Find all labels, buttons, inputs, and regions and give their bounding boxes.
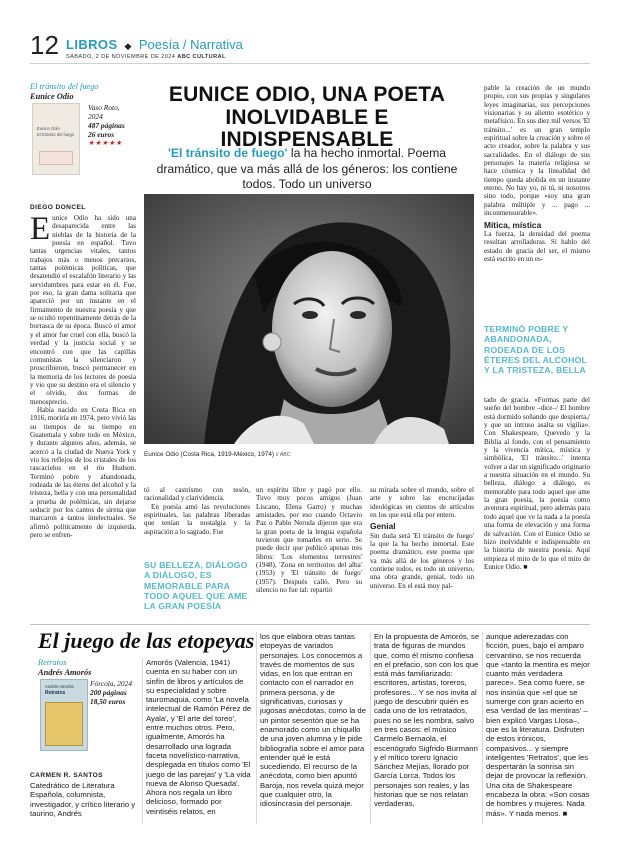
pull-quote-1: SU BELLEZA, DIÁLOGO A DIÁLOGO, ES MEMORABLE PARA TODO AQUEL QUE AME LA GRAN POESÍA [144, 560, 248, 612]
photo-caption [144, 451, 291, 458]
book-meta [88, 103, 125, 148]
article-2-column-5 [486, 632, 592, 824]
column-4-paragraph-1: su mirada sobre el mundo, sobre el arte y sobre las encrucijadas ideológicas en cientos de artículos en los que está ella por entero. [370, 486, 474, 520]
cover-2-title: Retratos [45, 690, 66, 696]
book-2-title: Retratos [38, 658, 67, 667]
book-2-cover [40, 679, 88, 751]
column-2-paragraph-2: En poesía amó las revoluciones espirituales, las palabras liberadas que tenían la nostalgia y la aspiración a lo sagrado. Fue [144, 502, 250, 536]
book-publisher: Vaso Roto, [88, 103, 120, 112]
article-column-5 [484, 84, 590, 300]
column-5-paragraph-1: pable la creación de un mundo propio, con sus propias y singulares leyes imaginarias, sus percepciones visionarias y su aliento esotérico y metafísico. En sus diez mil versos 'El tránsito...' es un gran templo espiritual sobre la creación y sobre el acto creador, sobre la palabra y sus sacralidades. En el diálogo de sus personajes la materia religiosa se hace cósmica y la linealidad del tiempo queda abolida en un instante eterno. No hay yo, ni tú, ni nosotros sino todo, porque «soy una gran palabra múltiple y ... pago ... inconmensurable». [484, 84, 590, 218]
article-2-end-mark: ■ [562, 808, 568, 818]
book-2-price: 18,50 euros [90, 697, 126, 706]
article-column-4 [370, 486, 474, 616]
book-2-author: Andrés Amorós [38, 668, 92, 677]
column-6-paragraph-1: tado de gracia. «Formas parte del sueño del hombre –dice–/ El hombre está dormido soñando que despierta,/ y que un intruso asalta su vigilia». Con Shakespeare, Quevedo y la Biblia al fondo, con el pensamiento y la vivencia mítica, mística y simbólica, 'El tránsito...' intenta volver a dar un significado originario a nuestra situación en el mundo. Su belleza, diálogo a diálogo, es memorable para todo aquel que ame la gran poesía, la poesía como aventura espiritual, pero además para todo aquel que ve la nada a la poesía una forma de elevación y una forma de salvación. Con el Eunice Odio se hizo inolvidable e indispensable en la historia de nuestra poesía. Aquí empieza el mito de lo que el mito de Eunice Odio. [484, 396, 590, 571]
column-rule-2 [256, 632, 257, 824]
article-subhead [142, 146, 472, 193]
book-title: El tránsito del fuego [30, 82, 99, 91]
cover-title: El tránsito del fuego [37, 132, 75, 137]
column-1-paragraph-2: Había nacido en Costa Rica en 1916, moriría en 1974, pero vivió las su tiempos de su tiempo en Guatemala y sobre todo en México, y durante algunos años, además, se acercó a la ciudad de Nueva York y vio los reflejos de los cristales de los rascacielos en el río Hudson. Terminó pobre y abandonada, rodeada de las éteres del alcohol y la tristeza, bella y con una personalidad a prueba de polémicas, sin dejarse seducir por los cantos de sirena que marcaron a tantos intelectuales. Se afirmó políticamente de izquierda, pero se enfren- [30, 405, 136, 540]
article-2-byline: CARMEN R. SANTOS [30, 772, 103, 779]
end-mark: ■ [523, 562, 528, 571]
portrait-image [144, 194, 474, 444]
book-2-publisher: Fórcola, 2024 [90, 679, 133, 688]
article-column-1 [30, 214, 136, 616]
article-2-column-4 [374, 632, 480, 824]
pull-quote-2: TERMINÓ POBRE Y ABANDONADA, RODEADA DE LOS ÉTERES DEL ALCOHOL Y LA TRISTEZA, BELLA [484, 324, 587, 376]
cover-2-author: Andrés Amorós [45, 684, 74, 689]
column-1-paragraph-1: unice Odio ha sido una desaparecida entre las nieblas de la historia de la poesía en español. Tuvo tantas urgencias vitales, tantos trabajos más o menos precarios, tantas polémicas políticas, que desatendió el escalafón literario y las servidumbres para estar en él. Fue, por eso, la gran dama solitaria que apareció por un instante en el firmamento de nuestra poesía y que se ocultó repentinamente detrás de la borrasca de su época. Buscó el amor y el amor fue cruel con ella, buscó la verdad y la justicia social y se encontró con que las capillas comunistas la silenciaron y proscribieron, buscó permanecer en la memoria de los lectores de poesía y vio que su destino era el silencio y el olvido, dos formas de menosprecio. [30, 214, 136, 406]
book-2-pages: 200 páginas [90, 688, 127, 697]
publication-name: ABC CULTURAL [177, 54, 226, 60]
article-2-col-5-text: aunque aderezadas con ficción, pues, bajo el amparo cervantino, se nos recuerda que «tanto la mentira es mejor cuanto más verdadera parece». Sea como fuere, se nos insinúa que «el que se sumerge con gran acierto en esa 'verdad de las mentiras' –bien explicó Vargas Llosa–, que es la literatura. Disfruten de estos irónicos, compasivos... y siempre inteligentes 'Retratos', que les despertarán la sonrisa sin dejar de provocar la reflexión. Una cita de Shakespeare encabeza la obra: «Son cosas de hombres y mujeres. Nada más». Y nada menos. [486, 632, 590, 818]
subheading-mitica: Mítica, mística [484, 219, 542, 230]
cover-illustration [39, 151, 73, 165]
byline: DIEGO DONCEL [30, 204, 86, 211]
column-3-paragraph-1: un espíritu libre y pagó por ello. Tuvo muy pocos amigos (Juan Liscano, Elena Garro) y muchas amistades, por eso cuando Octavio Paz o Pablo Neruda dijeron que era la gran poeta de la lengua española tuvieron que tomarles en serio. Se puede decir que publicó apenas tres libros: 'Los elementos terrestres' (1948), 'Zona en territorios del alba' (1953) y 'El tránsito de fuego' (1957). Después calló. Pero su silencio no fue tal: repartió [256, 486, 362, 595]
book-cover [32, 103, 80, 175]
headline-line-2: INOLVIDABLE E INDISPENSABLE [220, 105, 394, 151]
article-2-col-3-text: los que elabora otras tantas etopeyas de variados personajes. Los conocemos a través de momentos de sus vidas, en los que entran en contacto con el narrador en primera persona, y de significativas, curiosas y jugosas anécdotas, como la de un pintor sesentón que se ha enamorado como un chiquillo de una joven alumna y le pide bibliografía sobre el amor para entender qué le está sucediendo. El recurso de la anécdota, como bien apuntó Baroja, nos revela quizá mejor que cualquier otro, la idiosincrasia del personaje. [260, 632, 366, 809]
book-author: Eunice Odio [30, 92, 74, 101]
article-2-column-1 [30, 781, 136, 821]
article-2-col-1-text: Catedrático de Literatura Española, columnista, investigador, y crítico literario y taurino, Andrés [30, 781, 136, 818]
book-2-meta [90, 679, 132, 706]
diamond-icon: ◆ [124, 41, 132, 51]
column-5-paragraph-2: La fuerza, la densidad del poema resultan arrolladoras. Si hablo del estado de gracia del ser, el mismo está escrito en un es- [484, 229, 590, 263]
subhead-text: la ha hecho inmortal. Poema dramático, que va más allá de los géneros: los contiene todos. Todo un universo [156, 146, 458, 191]
column-rule-4 [482, 632, 483, 824]
article-column-6 [484, 396, 590, 616]
subhead-highlight: 'El tránsito de fuego' [167, 146, 288, 160]
column-rule-1 [142, 658, 143, 824]
article-2-column-3 [260, 632, 366, 824]
column-4-paragraph-2: Sin duda será 'El tránsito de fuego' la que la ha hecho inmortal. Este poema dramático, este poema que va más allá de los géneros y los contiene todos, es todo un universo, una obra grande, genial, todo un universo. En el está muy pal- [370, 531, 474, 590]
article-column-3 [256, 486, 362, 616]
issue-date: SÁBADO, 2 DE NOVIEMBRE DE 2024 [66, 54, 176, 60]
article-headline [148, 84, 466, 152]
rating-stars: ★★★★★ [88, 139, 123, 147]
drop-cap: E [30, 214, 51, 247]
cover-2-illustration [45, 702, 83, 746]
subheading-genial: Genial [370, 521, 396, 532]
article-2-headline: El juego de las etopeyas [38, 628, 255, 653]
caption-text: Eunice Odio (Costa Rica, 1919-México, 1974) [144, 451, 275, 458]
photo-credit: // ABC [275, 452, 291, 458]
article-2-column-2 [146, 658, 252, 824]
page-number: 12 [30, 30, 59, 60]
headline-line-1: EUNICE ODIO, UNA POETA [168, 83, 446, 106]
article-2-col-2-text: Amorós (Valencia, 1941) cuenta en su haber con un sinfín de libros y artículos de su especialidad y sobre tauromaquia, como 'La novela intelectual de Ramón Pérez de Ayala', y 'El arte del toreo', entre muchos otros. Pero, igualmente, Amorós ha desarrollado una lograda faceta novelístico-narrativa, desplegada en títulos como 'El juego de las parejas' y 'La vida nueva de Alonso Quesada'. Ahora nos regala un libro delicioso, formado por veintiséis relatos, en [146, 658, 252, 816]
subsection-label: Poesía / Narrativa [138, 37, 243, 52]
column-2-paragraph-1: tó al castrismo con tesón, racionalidad y clarividencia. [144, 486, 250, 503]
article-2-col-4-text: En la propuesta de Amorós, se trata de figuras de mundos que, como él mismo confiesa en el prefacio, son con los que está más familiarizado: escritores, artistas, toreros, profesores... Y se nos invita al juego de descubrir quién es cada uno de los retratados, pues no se les nombra, salvo en tres casos: el músico Carmelo Bernaola, el escenógrafo Sigfrido Burmann y el mítico torero Ignacio Sánchez Mejías, llorado por García Lorca. Todos los personajes son reales, y las historias que se nos relatan verdaderas, [374, 632, 480, 809]
book-price: 26 euros [88, 130, 115, 139]
section-label: LIBROS [66, 37, 118, 52]
book-pages: 487 páginas [88, 121, 125, 130]
book-year: 2024 [88, 112, 103, 121]
portrait-photo [144, 194, 474, 444]
section-divider [30, 624, 590, 625]
section-header [66, 36, 243, 54]
column-rule-3 [370, 632, 371, 824]
cover-author: Eunice Odio [37, 126, 60, 131]
dateline [66, 54, 226, 60]
article-column-2 [144, 486, 250, 556]
header-rule [30, 63, 590, 64]
